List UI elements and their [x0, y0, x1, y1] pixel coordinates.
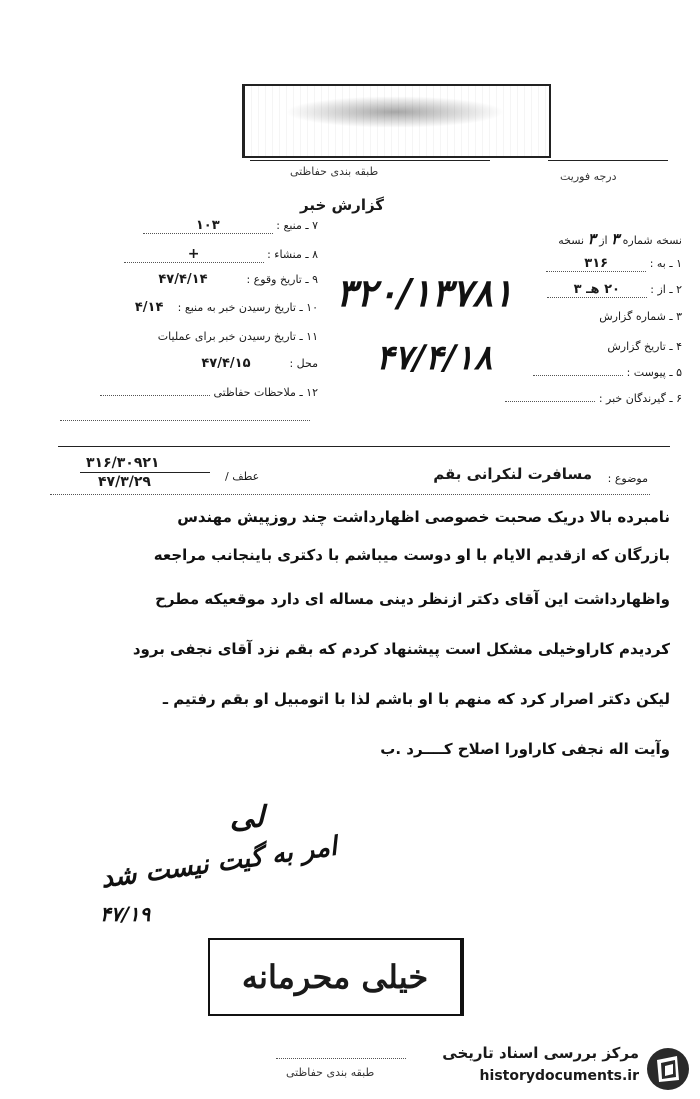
field-ops-date: محل : ۴۷/۴/۱۵	[201, 356, 318, 371]
handwritten-note: امر به گیت نیست شد	[99, 831, 339, 895]
reference-number: ۳۱۶/۳۰۹۲۱	[86, 455, 160, 471]
priority-label: درجه فوریت	[560, 170, 617, 183]
field-report-date-label: ۴ ـ تاریخ گزارش	[607, 340, 682, 353]
field-received-for-ops: ۱۱ ـ تاریخ رسیدن خبر برای عملیات	[157, 330, 318, 343]
body-line-5: لیکن دکتر اصرار کرد که منهم با او باشم لذا با اتومبیل او بقم رفتیم ـ	[162, 690, 670, 708]
footer-dotted-line	[276, 1058, 406, 1059]
notes-dotted-line	[60, 420, 310, 421]
field-occurrence-date: ۹ ـ تاریخ وقوع : ۴۷/۴/۱۴	[158, 272, 318, 287]
field-source: ۷ ـ منبع : ۱۰۳	[58, 218, 318, 234]
body-line-6: وآیت اله نجفی کاراورا اصلاح کــــرد .ب	[380, 740, 670, 758]
field-recipients: ۶ ـ گیرندگان خبر :	[505, 392, 682, 405]
reference-date: ۴۷/۳/۲۹	[98, 474, 151, 490]
handwritten-initial: لی	[230, 800, 265, 835]
top-secret-stamp	[208, 938, 464, 1016]
priority-line	[548, 160, 668, 161]
reference-label: عطف /	[225, 470, 260, 483]
field-to: ۱ ـ به : ۳۱۶	[546, 256, 682, 272]
field-attachment: ۵ ـ پیوست :	[533, 366, 682, 379]
stamp-smudge	[285, 96, 505, 128]
body-line-3: واظهارداشت این آقای دکتر ازنظر دینی مساله ای دارد موقعیکه مطرح	[155, 590, 670, 608]
stamp-text: خیلی محرمانه	[241, 958, 429, 996]
reference-divider	[80, 472, 210, 473]
field-report-number-label: ۳ ـ شماره گزارش	[599, 310, 682, 323]
classification-label-top: طبقه بندی حفاظتی	[290, 165, 379, 178]
copy-number-field: نسخه شماره ۳ از ۳ نسخه	[558, 230, 682, 248]
body-line-1: نامبرده بالا دریک صحبت خصوصی اظهارداشت چند روزپیش مهندس	[177, 508, 670, 526]
subject-value: مسافرت لنکرانی بقم	[433, 465, 592, 483]
field-security-notes: ۱۲ ـ ملاحظات حفاظتی	[58, 386, 318, 399]
field-received-by-source: ۱۰ ـ تاریخ رسیدن خبر به منبع : ۴/۱۴	[134, 300, 318, 315]
subject-dotted-line	[50, 494, 650, 495]
body-line-4: کردیدم کاراوخیلی مشکل است پیشنهاد کردم که بقم نزد آقای نجفی برود	[132, 640, 670, 658]
handwritten-date: ۴۷/۱۹	[100, 902, 151, 926]
watermark-name: مرکز بررسی اسناد تاریخی	[442, 1044, 639, 1062]
body-line-2: بازرگان که ازقدیم الایام با او دوست میباشم با دکتری باینجانب مراجعه	[153, 546, 670, 564]
subject-label: موضوع :	[607, 472, 648, 485]
classification-label-bottom: طبقه بندی حفاظتی	[286, 1066, 375, 1079]
report-title: گزارش خبر	[300, 196, 385, 214]
top-stamp-box	[242, 84, 551, 158]
watermark-logo	[420, 1044, 695, 1096]
report-number-handwritten: ۳۲۰/۱۳۷۸۱	[336, 270, 514, 315]
report-date-handwritten: ۴۷/۴/۱۸	[376, 338, 493, 378]
archive-emblem-icon	[645, 1046, 691, 1092]
field-origin: ۸ ـ منشاء : +	[58, 246, 318, 263]
watermark-url: historydocuments.ir	[479, 1068, 639, 1084]
subject-separator	[58, 446, 670, 447]
field-from: ۲ ـ از : ۲۰ هـ ۳	[547, 282, 682, 298]
top-divider	[250, 160, 490, 161]
